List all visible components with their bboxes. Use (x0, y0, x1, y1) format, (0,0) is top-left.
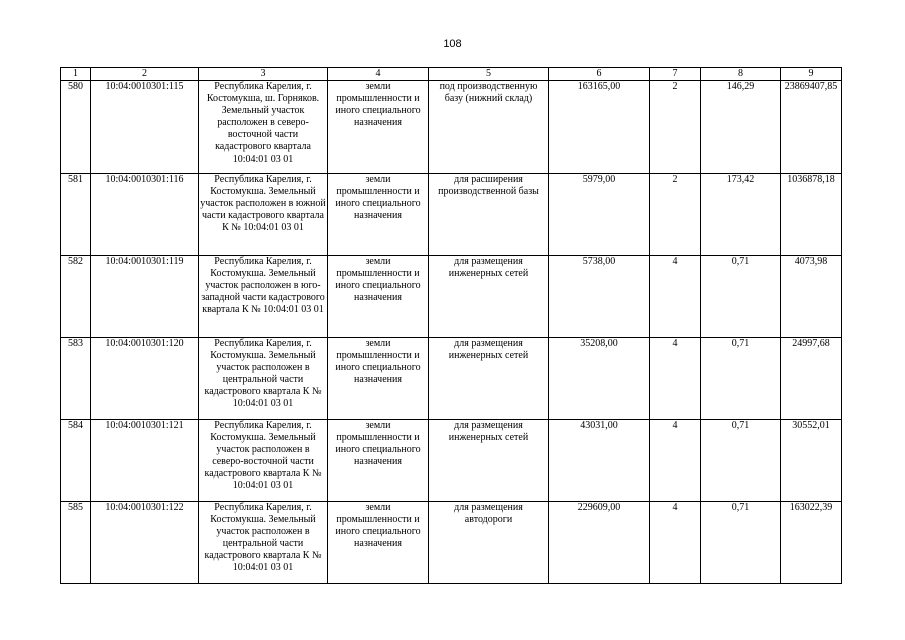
cadastral-number: 10:04:0010301:120 (91, 338, 199, 420)
land-category: земли промышленности и иного специального назначения (328, 502, 429, 584)
header-cell-1: 1 (61, 68, 91, 81)
row-number: 585 (61, 502, 91, 584)
column-8-value: 173,42 (701, 174, 781, 256)
header-cell-6: 6 (549, 68, 650, 81)
row-number: 581 (61, 174, 91, 256)
permitted-use: для размещения инженерных сетей (429, 256, 549, 338)
row-number: 583 (61, 338, 91, 420)
column-9-value: 4073,98 (781, 256, 842, 338)
plot-address: Республика Карелия, г. Костомукша, ш. Горняков. Земельный участок расположен в северо-восточной части кадастрового квартала 10:04:01 03 01 (199, 81, 328, 174)
cadastral-number: 10:04:0010301:121 (91, 420, 199, 502)
column-7-value: 4 (650, 420, 701, 502)
permitted-use: для размещения инженерных сетей (429, 338, 549, 420)
cadastral-number: 10:04:0010301:116 (91, 174, 199, 256)
permitted-use: для размещения автодороги (429, 502, 549, 584)
plot-address: Республика Карелия, г. Костомукша. Земельный участок расположен в центральной части кадастрового квартала К № 10:04:01 03 01 (199, 502, 328, 584)
land-category: земли промышленности и иного специального назначения (328, 81, 429, 174)
land-plots-table (60, 67, 842, 584)
plot-address: Республика Карелия, г. Костомукша. Земельный участок расположен в северо-восточной части кадастрового квартала К № 10:04:01 03 01 (199, 420, 328, 502)
column-9-value: 1036878,18 (781, 174, 842, 256)
column-9-value: 30552,01 (781, 420, 842, 502)
table-row (61, 81, 842, 174)
permitted-use: под производственную базу (нижний склад) (429, 81, 549, 174)
column-8-value: 0,71 (701, 256, 781, 338)
header-row (61, 68, 842, 81)
header-cell-7: 7 (650, 68, 701, 81)
page-number: 108 (443, 38, 462, 50)
row-number: 580 (61, 81, 91, 174)
table-row (61, 338, 842, 420)
row-number: 584 (61, 420, 91, 502)
column-8-value: 0,71 (701, 420, 781, 502)
permitted-use: для размещения инженерных сетей (429, 420, 549, 502)
land-category: земли промышленности и иного специального назначения (328, 338, 429, 420)
plot-area: 35208,00 (549, 338, 650, 420)
land-category: земли промышленности и иного специального назначения (328, 420, 429, 502)
plot-area: 5979,00 (549, 174, 650, 256)
table-row (61, 256, 842, 338)
plot-area: 5738,00 (549, 256, 650, 338)
table-row (61, 420, 842, 502)
header-cell-3: 3 (199, 68, 328, 81)
header-cell-2: 2 (91, 68, 199, 81)
header-cell-9: 9 (781, 68, 842, 81)
land-category: земли промышленности и иного специального назначения (328, 174, 429, 256)
header-cell-4: 4 (328, 68, 429, 81)
column-8-value: 146,29 (701, 81, 781, 174)
column-9-value: 23869407,85 (781, 81, 842, 174)
header-cell-8: 8 (701, 68, 781, 81)
table-row (61, 502, 842, 584)
plot-area: 163165,00 (549, 81, 650, 174)
column-7-value: 2 (650, 174, 701, 256)
column-7-value: 2 (650, 81, 701, 174)
cadastral-number: 10:04:0010301:115 (91, 81, 199, 174)
plot-address: Республика Карелия, г. Костомукша. Земельный участок расположен в юго-западной части кадастрового квартала К № 10:04:01 03 01 (199, 256, 328, 338)
column-8-value: 0,71 (701, 502, 781, 584)
cadastral-number: 10:04:0010301:119 (91, 256, 199, 338)
table-row (61, 174, 842, 256)
land-category: земли промышленности и иного специального назначения (328, 256, 429, 338)
column-9-value: 24997,68 (781, 338, 842, 420)
header-cell-5: 5 (429, 68, 549, 81)
column-9-value: 163022,39 (781, 502, 842, 584)
plot-address: Республика Карелия, г. Костомукша. Земельный участок расположен в южной части кадастрового квартала К № 10:04:01 03 01 (199, 174, 328, 256)
plot-area: 43031,00 (549, 420, 650, 502)
row-number: 582 (61, 256, 91, 338)
plot-address: Республика Карелия, г. Костомукша. Земельный участок расположен в центральной части кадастрового квартала К № 10:04:01 03 01 (199, 338, 328, 420)
permitted-use: для расширения производственной базы (429, 174, 549, 256)
cadastral-number: 10:04:0010301:122 (91, 502, 199, 584)
column-7-value: 4 (650, 256, 701, 338)
column-7-value: 4 (650, 338, 701, 420)
column-8-value: 0,71 (701, 338, 781, 420)
plot-area: 229609,00 (549, 502, 650, 584)
column-7-value: 4 (650, 502, 701, 584)
